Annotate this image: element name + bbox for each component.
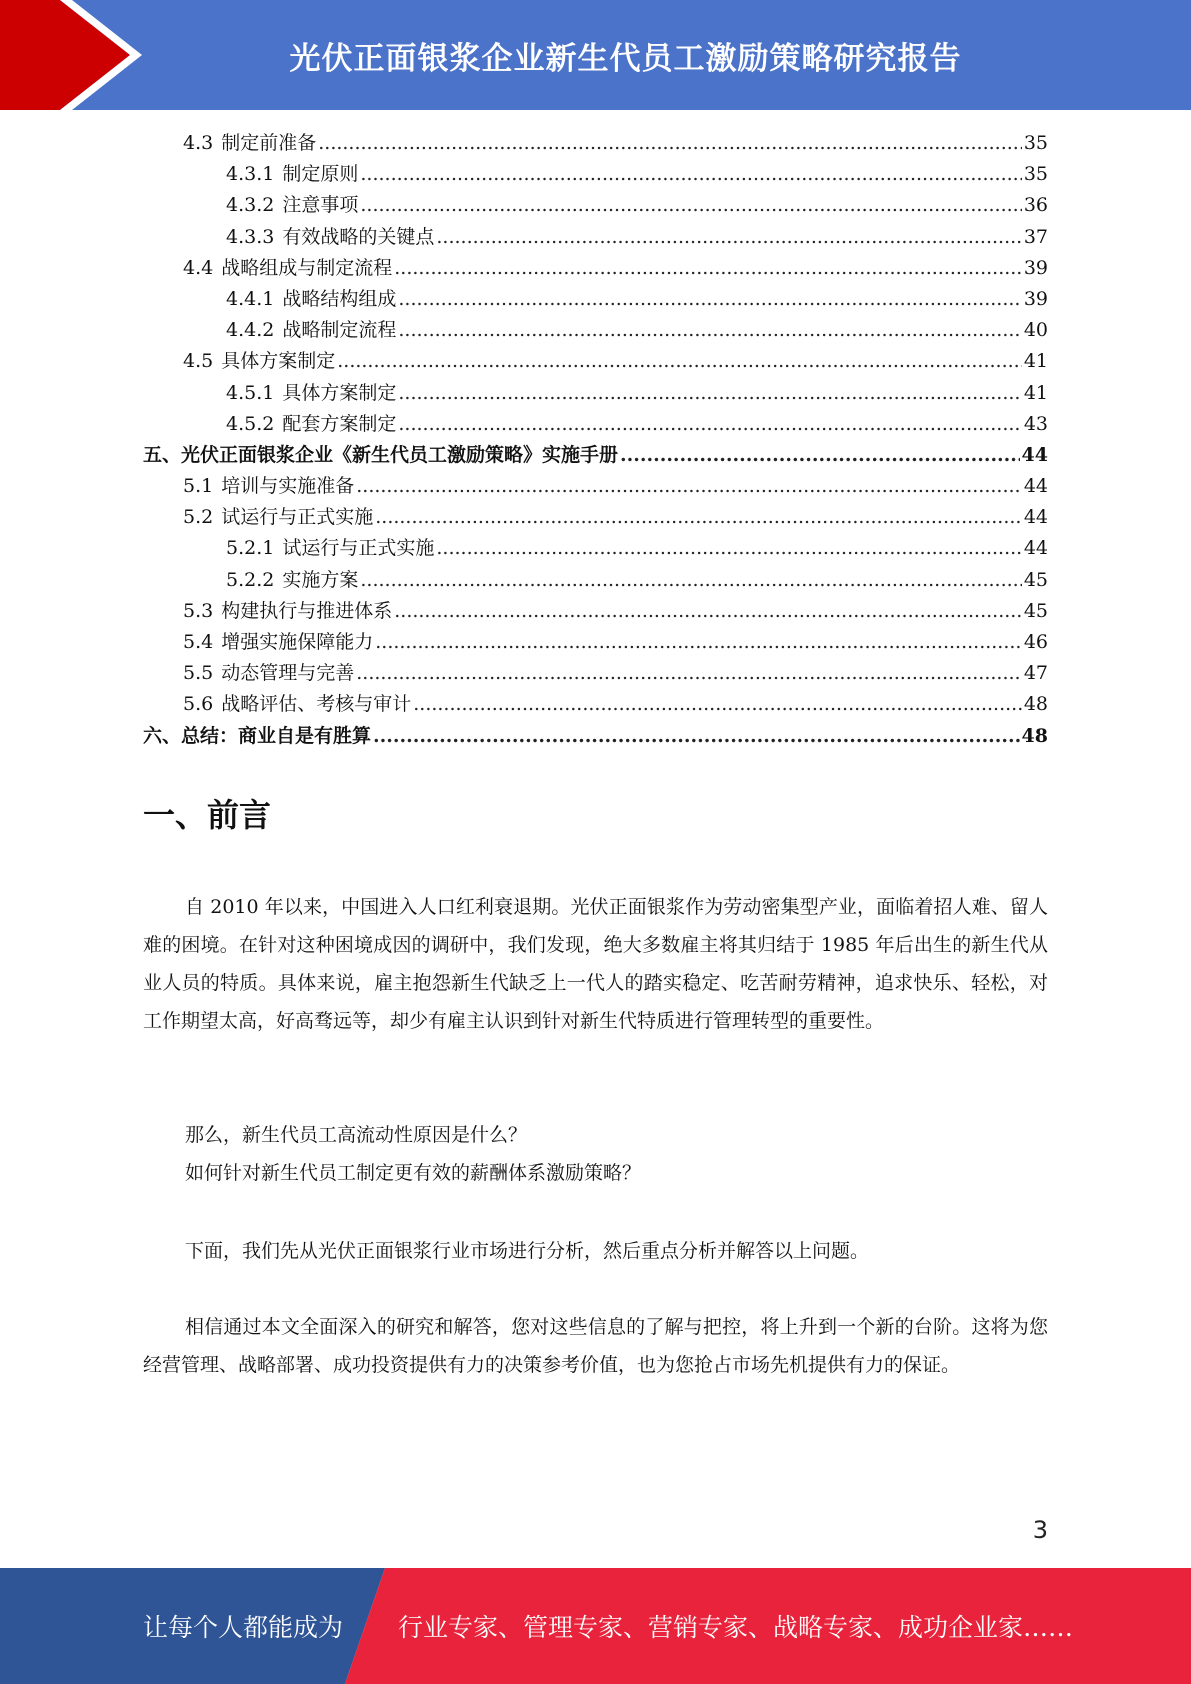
footer-slogan-right: 行业专家、管理专家、营销专家、战略专家、成功企业家…… (398, 1613, 1074, 1642)
toc-entry-page: 44 (1023, 537, 1048, 560)
toc-entry[interactable] (143, 190, 1048, 221)
toc-entry-page: 47 (1023, 662, 1048, 685)
toc-entry-number: 4.3.1 (226, 163, 275, 186)
toc-entry-number: 5.4 (183, 631, 214, 653)
toc-entry-title: 配套方案制定 (282, 412, 397, 435)
toc-entry[interactable] (143, 284, 1048, 315)
toc-entry-number: 5.2.2 (226, 568, 275, 591)
toc-entry-page: 43 (1023, 412, 1048, 435)
toc-entry-page: 39 (1023, 256, 1048, 279)
toc-dot-leader (436, 222, 1021, 253)
toc-entry-title: 试运行与正式实施 (282, 537, 435, 560)
toc-entry[interactable] (143, 658, 1048, 689)
toc-entry-number: 5.2 (183, 506, 214, 529)
toc-entry-title: 试运行与正式实施 (221, 506, 374, 529)
toc-entry-page: 48 (1021, 724, 1048, 747)
questions-block (143, 1116, 1048, 1192)
toc-entry-page: 44 (1023, 475, 1048, 498)
toc-entry-title: 培训与实施准备 (221, 475, 355, 498)
analysis-paragraph (143, 1232, 1048, 1270)
toc-dot-leader (398, 378, 1021, 409)
toc-entry-page: 44 (1023, 506, 1048, 529)
toc-entry-page: 35 (1023, 132, 1048, 154)
toc-entry-number: 4.5 (183, 350, 214, 373)
toc-dot-leader (394, 253, 1022, 284)
toc-entry[interactable] (143, 128, 1048, 159)
toc-entry[interactable] (143, 440, 1048, 471)
toc-dot-leader (337, 346, 1022, 377)
toc-entry-number: 5.2.1 (226, 537, 275, 560)
toc-entry-page: 36 (1023, 194, 1048, 217)
toc-dot-leader (375, 502, 1022, 533)
paragraph-text: 相信通过本文全面深入的研究和解答，您对这些信息的了解与把控，将上升到一个新的台阶。这将为您经营管理、战略部署、成功投资提供有力的决策参考价值，也为您抢占市场先机提供有力的保证。 (143, 1316, 1048, 1376)
toc-entry[interactable] (143, 346, 1048, 377)
toc-entry[interactable] (143, 471, 1048, 502)
paragraph-text: 自 2010 年以来，中国进入人口红利衰退期。光伏正面银浆作为劳动密集型产业，面临着招人难、留人难的困境。在针对这种困境成因的调研中，我们发现，绝大多数雇主将其归结于 1985 年后出生的新生代从业人员的特质。具体来说，雇主抱怨新生代缺乏上一代人的踏实稳定、吃苦耐劳精神，追求快乐、轻松，对工作期望太高，好高骛远等，却少有雇主认识到针对新生代特质进行管理转型的重要性。 (143, 896, 1048, 1032)
toc-entry-title: 战略制定流程 (282, 319, 397, 342)
toc-entry-page: 41 (1023, 381, 1048, 404)
intro-paragraph (143, 888, 1048, 1040)
toc-entry-page: 39 (1023, 287, 1048, 310)
toc-entry[interactable] (143, 409, 1048, 440)
toc-entry[interactable] (143, 502, 1048, 533)
toc-entry-page: 35 (1023, 163, 1048, 186)
toc-entry-title: 构建执行与推进体系 (221, 599, 393, 622)
toc-entry-title: 制定原则 (282, 163, 359, 186)
toc-entry-number: 4.4.1 (226, 287, 275, 310)
toc-dot-leader (318, 128, 1022, 159)
toc-entry-title: 战略结构组成 (282, 287, 397, 310)
toc-dot-leader (394, 596, 1022, 627)
toc-entry-number: 4.3.2 (226, 194, 275, 217)
footer-slogan-left: 让每个人都能成为 (143, 1613, 344, 1642)
toc-entry-number: 5.6 (183, 693, 214, 716)
toc-entry-title: 战略组成与制定流程 (221, 256, 393, 279)
toc-dot-leader (398, 284, 1021, 315)
table-of-contents (143, 128, 1048, 752)
toc-entry[interactable] (143, 378, 1048, 409)
toc-dot-leader (360, 159, 1021, 190)
toc-entry-number: 4.5.1 (226, 381, 275, 404)
toc-entry[interactable] (143, 627, 1048, 658)
toc-entry-page: 40 (1023, 319, 1048, 342)
toc-entry-page: 45 (1023, 568, 1048, 591)
question-line: 那么，新生代员工高流动性原因是什么？ (185, 1124, 528, 1146)
toc-entry-title: 具体方案制定 (282, 381, 397, 404)
toc-entry[interactable] (143, 565, 1048, 596)
toc-entry-title: 有效战略的关键点 (282, 225, 435, 248)
toc-entry-number: 4.3 (183, 132, 214, 154)
toc-entry[interactable] (143, 222, 1048, 253)
toc-entry-number: 4.4.2 (226, 319, 275, 342)
toc-entry-title: 制定前准备 (221, 132, 317, 154)
toc-entry-page: 46 (1023, 631, 1048, 653)
toc-entry-title: 六、总结：商业自是有胜算 (143, 724, 372, 747)
footer-banner (0, 1568, 1191, 1684)
closing-paragraph (143, 1308, 1048, 1384)
report-title: 光伏正面银浆企业新生代员工激励策略研究报告 (289, 40, 962, 77)
toc-dot-leader (620, 440, 1020, 471)
toc-entry[interactable] (143, 721, 1048, 752)
toc-entry[interactable] (143, 533, 1048, 564)
toc-entry-page: 48 (1023, 693, 1048, 716)
toc-entry-number: 4.5.2 (226, 412, 275, 435)
toc-entry-number: 5.3 (183, 599, 214, 622)
toc-entry-title: 实施方案 (282, 568, 359, 591)
toc-entry-page: 44 (1021, 443, 1048, 466)
header-arrow-icon (0, 0, 160, 110)
toc-entry-page: 37 (1023, 225, 1048, 248)
toc-entry-title: 增强实施保障能力 (221, 631, 374, 653)
page-number: 3 (1032, 1516, 1048, 1544)
toc-entry-number: 5.5 (183, 662, 214, 685)
paragraph-text: 下面，我们先从光伏正面银浆行业市场进行分析，然后重点分析并解答以上问题。 (185, 1240, 870, 1262)
toc-entry-title: 战略评估、考核与审计 (221, 693, 412, 716)
toc-dot-leader (356, 658, 1022, 689)
toc-dot-leader (360, 190, 1021, 221)
toc-dot-leader (356, 471, 1022, 502)
toc-entry-title: 具体方案制定 (221, 350, 336, 373)
toc-entry-number: 5.1 (183, 475, 214, 498)
toc-entry-page: 45 (1023, 599, 1048, 622)
toc-dot-leader (398, 409, 1021, 440)
toc-entry[interactable] (143, 689, 1048, 720)
toc-entry[interactable] (143, 253, 1048, 284)
question-line: 如何针对新生代员工制定更有效的薪酬体系激励策略？ (185, 1162, 642, 1184)
toc-entry-number: 4.4 (183, 256, 214, 279)
header-banner (0, 0, 1191, 110)
toc-dot-leader (398, 315, 1021, 346)
toc-dot-leader (413, 689, 1022, 720)
toc-entry-number: 4.3.3 (226, 225, 275, 248)
toc-entry-title: 注意事项 (282, 194, 359, 217)
section-heading: 一、前言 (143, 796, 272, 834)
toc-dot-leader (373, 721, 1020, 752)
toc-dot-leader (436, 533, 1021, 564)
toc-entry-page: 41 (1023, 350, 1048, 373)
toc-dot-leader (375, 627, 1022, 658)
toc-entry[interactable] (143, 315, 1048, 346)
toc-entry[interactable] (143, 159, 1048, 190)
toc-entry-title: 五、光伏正面银浆企业《新生代员工激励策略》实施手册 (143, 443, 619, 466)
toc-entry[interactable] (143, 596, 1048, 627)
toc-entry-title: 动态管理与完善 (221, 662, 355, 685)
toc-dot-leader (360, 565, 1021, 596)
